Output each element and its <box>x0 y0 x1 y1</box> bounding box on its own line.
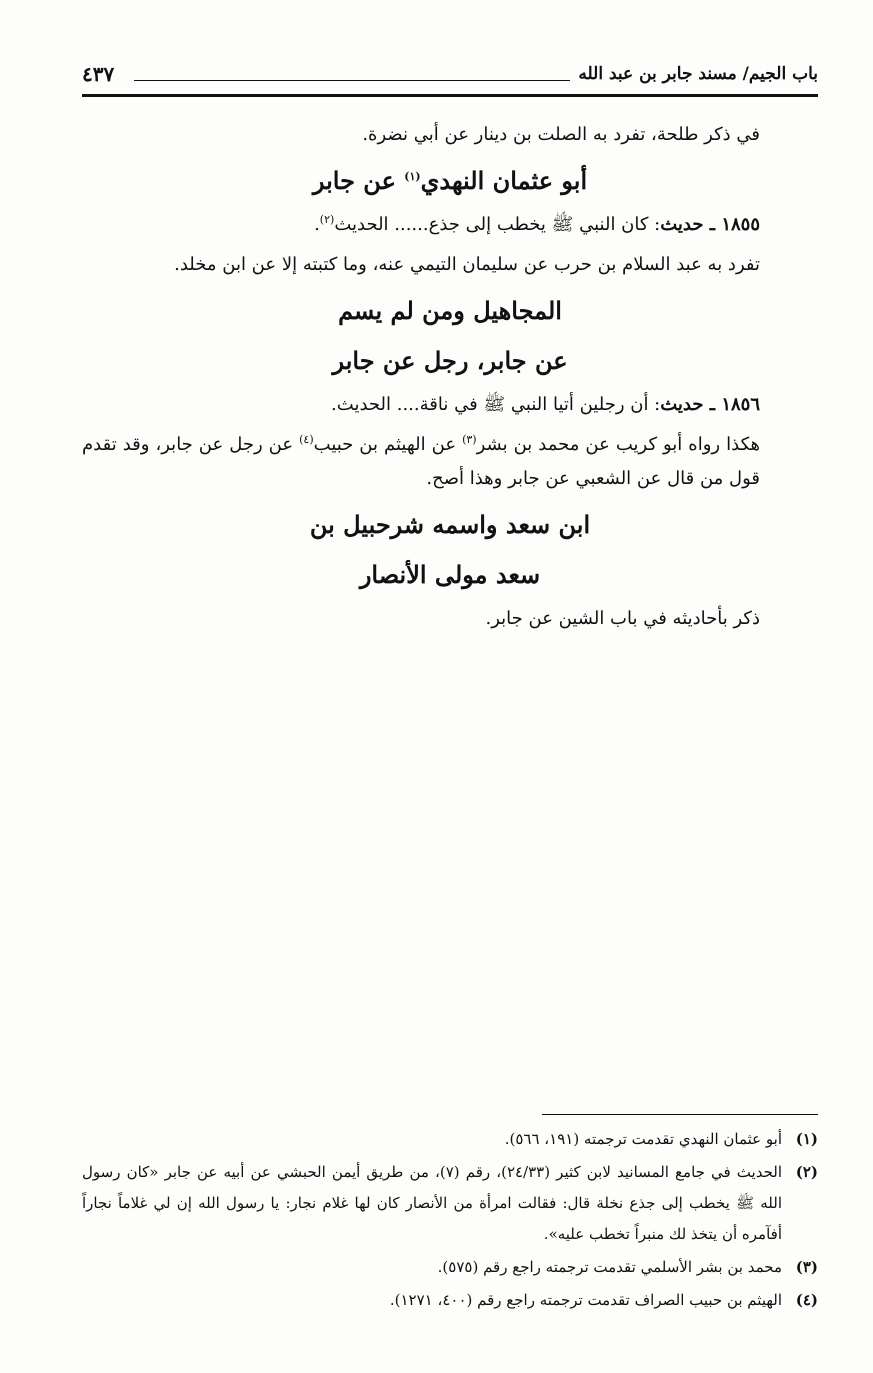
footnote-text: محمد بن بشر الأسلمي تقدمت ترجمته راجع رقم (٥٧٥). <box>437 1258 782 1276</box>
hadith-dash: ـ <box>703 394 722 415</box>
page-number: ٤٣٧ <box>82 62 115 86</box>
text-segment: عن الهيثم بن حبيب <box>313 434 463 455</box>
section-heading-abu-uthman <box>82 158 818 204</box>
footnote-text: أبو عثمان النهدي تقدمت ترجمته (١٩١، ٥٦٦). <box>504 1130 782 1148</box>
header-rule <box>134 80 570 81</box>
footnote-ref-2[interactable]: (٢) <box>319 213 335 226</box>
footnote-1 <box>82 1124 818 1155</box>
hadith-text: : كان النبي ﷺ يخطب إلى جذع...... الحديث <box>334 214 661 235</box>
running-header <box>82 56 818 96</box>
footnote-ref-4[interactable]: (٤) <box>299 433 314 446</box>
hadith-keyword: حديث <box>660 394 704 415</box>
header-divider <box>82 94 818 97</box>
footnote-mark: (٢) <box>795 1163 818 1181</box>
hadith-end: . <box>314 214 320 235</box>
footnote-mark: (٤) <box>795 1291 818 1309</box>
section-heading-ibn-saad: ابن سعد واسمه شرحبيل بن <box>309 510 591 539</box>
footnote-3 <box>82 1252 818 1283</box>
section-heading-majahil: المجاهيل ومن لم يسم <box>338 296 562 325</box>
footnote-text: الحديث في جامع المسانيد لابن كثير (٢٤/٣٣)، رقم (٧)، من طريق أيمن الحبشي عن أبيه عن جابر «كان رسول الله ﷺ يخطب إلى جذع نخلة قال: فقالت امرأة من الأنصار كان لها غلام نجار: يا رسول الله إن لي غلاماً نجاراً أفآمره أن يتخذ لك منبراً تخطب عليه». <box>82 1163 783 1243</box>
footnote-mark: (١) <box>795 1130 818 1148</box>
book-page <box>82 56 818 1336</box>
hadith-1855 <box>82 208 818 242</box>
paragraph-shin-chapter: ذكر بأحاديثه في باب الشين عن جابر. <box>485 608 760 629</box>
footnotes <box>82 1124 818 1318</box>
hadith-keyword: حديث <box>660 214 704 235</box>
section-heading-mawla: سعد مولى الأنصار <box>359 560 541 589</box>
hadith-number: ١٨٥٦ <box>721 394 760 415</box>
heading-tail: عن جابر <box>312 166 405 195</box>
footnote-separator <box>542 1114 818 1115</box>
footnote-ref-3[interactable]: (٣) <box>462 433 477 446</box>
footnote-4 <box>82 1285 818 1316</box>
heading-text: أبو عثمان النهدي <box>420 166 588 195</box>
paragraph-talha: في ذكر طلحة، تفرد به الصلت بن دينار عن أبي نضرة. <box>362 124 760 145</box>
hadith-number: ١٨٥٥ <box>721 214 760 235</box>
paragraph-abd-al-salam: تفرد به عبد السلام بن حرب عن سليمان التيمي عنه، وما كتبته إلا عن ابن مخلد. <box>174 254 760 275</box>
chapter-title: باب الجيم/ مسند جابر بن عبد الله <box>578 64 818 84</box>
footnote-text: الهيثم بن حبيب الصراف تقدمت ترجمته راجع رقم (٤٠٠، ١٢٧١). <box>389 1291 782 1309</box>
page-body <box>82 118 818 636</box>
hadith-text: : أن رجلين أتيا النبي ﷺ في ناقة.... الحديث. <box>331 394 661 415</box>
text-segment: عن رجل عن جابر، وقد تقدم قول من قال عن الشعبي عن جابر وهذا أصح. <box>82 434 760 489</box>
footnote-2 <box>82 1157 818 1250</box>
hadith-dash: ـ <box>703 214 722 235</box>
paragraph-abu-kurayb <box>82 428 818 496</box>
text-segment: هكذا رواه أبو كريب عن محمد بن بشر <box>476 434 760 455</box>
footnote-mark: (٣) <box>795 1258 818 1276</box>
footnote-ref-1[interactable]: (١) <box>404 170 421 183</box>
hadith-1856 <box>82 388 818 422</box>
section-heading-rajul: عن جابر، رجل عن جابر <box>332 346 568 375</box>
